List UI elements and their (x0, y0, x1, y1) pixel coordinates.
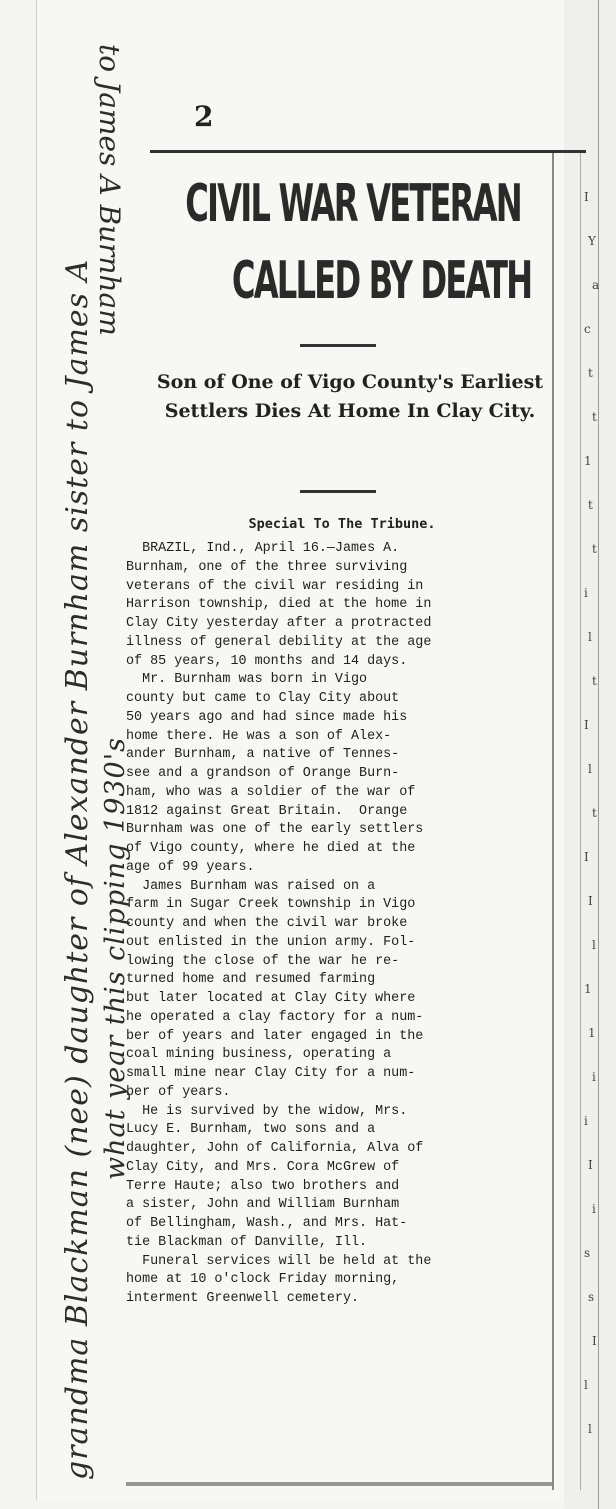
article-line: ber of years and later engaged in the (126, 1028, 424, 1044)
article-line: farm in Sugar Creek township in Vigo (126, 897, 416, 913)
article-line: daughter, John of California, Alva of (126, 1141, 424, 1156)
adjacent-column-fragment: t (592, 674, 597, 688)
article-line: ander Burnham, a native of Tennes- (126, 747, 400, 763)
adjacent-column-fragment: I (584, 850, 589, 864)
article-line: out enlisted in the union army. Fol- (126, 934, 416, 950)
article-line: Burnham was one of the early settlers (126, 822, 424, 838)
article-line: he operated a clay factory for a num- (126, 1009, 424, 1025)
adjacent-column-fragment: t (588, 498, 593, 512)
article-line: Terre Haute; also two brothers and (126, 1178, 400, 1194)
article-line: interment Greenwell cemetery. (126, 1291, 360, 1306)
article-line: see and a grandson of Orange Burn- (126, 766, 400, 781)
adjacent-column-fragment: c (584, 322, 591, 336)
adjacent-column-fragment: l (592, 938, 596, 952)
adjacent-column-fragment: l (588, 630, 592, 644)
subheadline-divider (300, 490, 376, 493)
adjacent-column-fragment: I (588, 894, 593, 908)
article-line: Mr. Burnham was born in Vigo (126, 672, 368, 688)
article-line: Harrison township, died at the home in (126, 597, 432, 613)
article-line: Burnham, one of the three surviving (126, 559, 408, 575)
article-line: of Vigo county, where he died at the (126, 841, 416, 856)
article-line: tie Blackman of Danville, Ill. (126, 1234, 368, 1250)
article-body (126, 540, 556, 1309)
article-line: illness of general debility at the age (126, 634, 432, 650)
adjacent-column-fragment: l (588, 762, 592, 776)
article-line: a sister, John and William Burnham (126, 1197, 400, 1213)
article-line: of Bellingham, Wash., and Mrs. Hat- (126, 1216, 408, 1231)
adjacent-column-edge (598, 0, 599, 1509)
article-line: veterans of the civil war residing in (126, 578, 424, 594)
article-line: home at 10 o'clock Friday morning, (126, 1272, 400, 1288)
headline-divider (300, 344, 376, 347)
article-line: county and when the civil war broke (126, 916, 408, 931)
adjacent-column-fragment: Y (588, 234, 596, 248)
adjacent-column-fragment: I (588, 1158, 593, 1172)
article-line: but later located at Clay City where (126, 991, 416, 1006)
adjacent-column-fragment: i (592, 1202, 596, 1216)
article-line: Lucy E. Burnham, two sons and a (126, 1122, 376, 1138)
article-line: home there. He was a son of Alex- (126, 728, 392, 744)
article-line: of 85 years, 10 months and 14 days. (126, 653, 408, 669)
subheadline: Son of One of Vigo County's Earliest Settlers Dies At Home In Clay City. (156, 371, 544, 422)
page-number: 2 (194, 100, 214, 133)
article-line: Clay City, and Mrs. Cora McGrew of (126, 1159, 400, 1175)
adjacent-column-strip (564, 0, 616, 1509)
adjacent-column-fragment: i (584, 586, 588, 600)
article-line: Clay City yesterday after a protracted (126, 616, 432, 631)
byline: Special To The Tribune. (248, 516, 436, 532)
article-line: ham, who was a soldier of the war of (126, 784, 416, 800)
adjacent-column-fragment: t (588, 366, 593, 380)
article-line: He is survived by the widow, Mrs. (126, 1103, 408, 1119)
handwritten-margin-note-1: grandma Blackman (nee) daughter of Alexander Burnham sister to James A (60, 258, 95, 1480)
adjacent-column-fragment: t (592, 542, 597, 556)
adjacent-column-fragment: i (592, 1070, 596, 1084)
adjacent-column-fragment: I (584, 718, 589, 732)
adjacent-column-fragment: I (592, 1334, 597, 1348)
article-line: Funeral services will be held at the (126, 1253, 432, 1269)
adjacent-column-fragment: s (584, 1246, 591, 1260)
adjacent-column-fragment: s (588, 1290, 595, 1304)
headline-top-rule (150, 150, 586, 153)
adjacent-column-fragment: a (592, 278, 600, 292)
headline-line-1: CIVIL WAR VETERAN (185, 174, 521, 234)
article-line: turned home and resumed farming (126, 972, 376, 988)
headline-line-2: CALLED BY DEATH (231, 251, 532, 311)
article-line: 1812 against Great Britain. Orange (126, 803, 408, 819)
adjacent-column-fragment: l (588, 1422, 592, 1436)
adjacent-column-rule (580, 150, 581, 1490)
article-line: coal mining business, operating a (126, 1047, 392, 1063)
bottom-rule (126, 1482, 552, 1486)
handwritten-top-note: to James A Burnham (93, 44, 126, 336)
article-line: lowing the close of the war he re- (126, 953, 400, 969)
adjacent-column-fragment: I (584, 190, 589, 204)
article-line: BRAZIL, Ind., April 16.—James A. (126, 541, 400, 556)
article-line: county but came to Clay City about (126, 691, 400, 706)
adjacent-column-fragment: 1 (588, 1026, 596, 1040)
article-line: James Burnham was raised on a (126, 878, 376, 894)
adjacent-column-fragment: t (592, 806, 597, 820)
article-line: age of 99 years. (126, 859, 255, 875)
adjacent-column-fragment: i (584, 1114, 588, 1128)
handwritten-margin-note-2: what year this clipping 1930's (100, 736, 131, 1180)
article-line: small mine near Clay City for a num- (126, 1066, 416, 1081)
article-line: 50 years ago and had since made his (126, 709, 408, 725)
article-line: ber of years. (126, 1084, 231, 1100)
adjacent-column-fragment: 1 (584, 454, 592, 468)
adjacent-column-fragment: 1 (584, 982, 592, 996)
adjacent-column-fragment: l (584, 1378, 588, 1392)
adjacent-column-fragment: t (592, 410, 597, 424)
